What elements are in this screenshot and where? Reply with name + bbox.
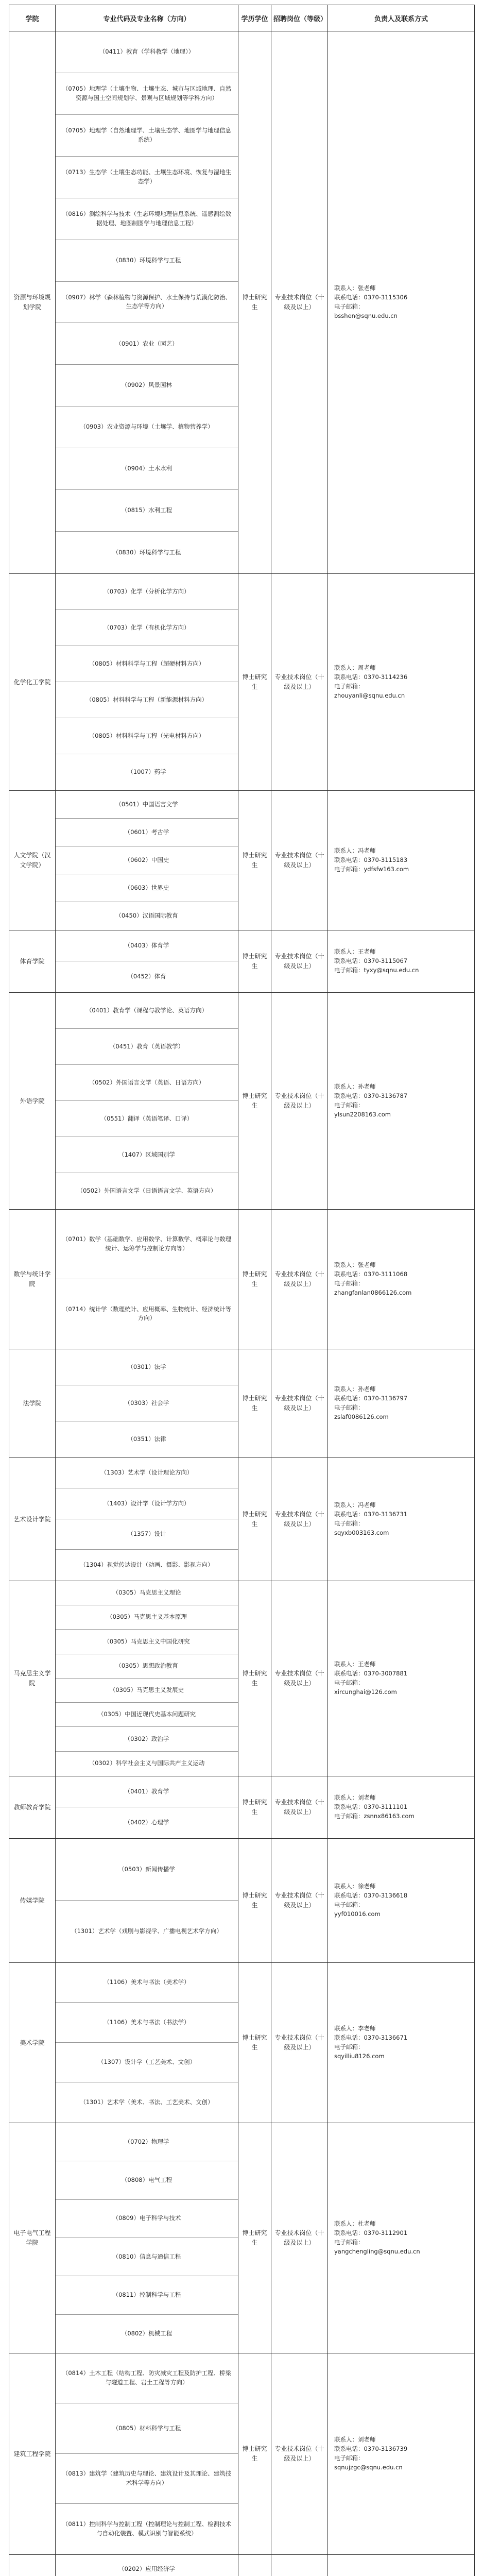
contact-line: yangchengling@sqnu.edu.cn — [334, 2247, 420, 2255]
major-item: （0805）材料科学与工程 — [56, 2403, 238, 2454]
major-item: （0830）环境科学与工程 — [56, 240, 238, 282]
recruitment-table-container — [9, 5, 474, 2576]
contact-cell — [328, 1838, 475, 1962]
major-item: （0815）水利工程 — [56, 490, 238, 532]
contact-cell — [328, 1209, 475, 1349]
contact-line: zhouyanli@sqnu.edu.cn — [334, 691, 405, 699]
major-item: （0714）统计学（数理统计、应用概率、生物统计、经济统计等方向） — [62, 1305, 232, 1322]
table-row — [9, 31, 475, 574]
position-cell: 专业技术岗位（十级及以上） — [271, 1581, 328, 1776]
contact-cell — [328, 573, 475, 790]
contact-cell — [328, 1349, 475, 1458]
major-item: （0816）测绘科学与技术（生态环境地理信息系统、遥感测绘数据处理、地图制图学与地理信息工程） — [56, 198, 238, 240]
contact-line: 联系电话：0370-3136671 — [334, 2034, 408, 2042]
contact-cell — [328, 930, 475, 992]
contact-line: 联系人：杜老师 — [334, 2220, 376, 2228]
contact-line: 联系人：冯老师 — [334, 847, 376, 855]
contact-line: 电子邮箱：zsnnx86163.com — [334, 1812, 415, 1820]
major-item: （0813）建筑学（建筑历史与理论、建筑设计及其理论、建筑技术科学等方向） — [56, 2454, 238, 2504]
college-cell: 数学与统计学院 — [9, 1209, 56, 1349]
major-item: （0703）化学（分析化学方向） — [56, 574, 238, 610]
contact-cell — [328, 1581, 475, 1776]
contact-line: 电子邮箱： — [334, 1679, 364, 1686]
major-list — [56, 791, 238, 930]
major-item: （1403）设计学（设计学方向） — [56, 1488, 238, 1519]
major-list — [56, 1458, 238, 1581]
major-list — [56, 1963, 238, 2123]
position-cell: 专业技术岗位（十级及以上） — [271, 930, 328, 992]
contact-line: 电子邮箱： — [334, 1901, 364, 1908]
college-cell: 教师教育学院 — [9, 1776, 56, 1838]
header-major: 专业代码及专业名称（方向） — [56, 5, 238, 31]
contact-line: zhangfanlan0866126.com — [334, 1289, 412, 1296]
major-item: （0302）政治学 — [56, 1727, 238, 1751]
major-list — [56, 1839, 238, 1962]
contact-line: 电子邮箱：ydfsfw163.com — [334, 865, 409, 873]
major-item: （0305）中国近现代史基本问题研究 — [56, 1703, 238, 1727]
degree-cell: 博士研究生 — [238, 1349, 271, 1458]
major-item: （0805）材料科学与工程（超硬材料方向） — [56, 646, 238, 682]
position-cell: 专业技术岗位（十级及以上） — [271, 1349, 328, 1458]
college-cell: 美术学院 — [9, 1962, 56, 2123]
major-list — [56, 574, 238, 790]
table-row — [9, 2353, 475, 2554]
majors-cell — [56, 1962, 238, 2123]
degree-cell: 博士研究生 — [238, 992, 271, 1209]
major-item: （0802）机械工程 — [121, 2329, 173, 2337]
contact-line: 电子邮箱： — [334, 1403, 364, 1411]
major-list — [56, 1581, 238, 1776]
contact-line: 联系人：王老师 — [334, 948, 376, 956]
contact-line: 电子邮箱： — [334, 1519, 364, 1527]
contact-line: bsshen@sqnu.edu.cn — [334, 312, 398, 319]
contact-line: 电子邮箱：tyxy@sqnu.edu.cn — [334, 966, 419, 974]
major-list — [56, 2353, 238, 2554]
major-item: （0805）材料科学与工程（光电材料方向） — [56, 718, 238, 754]
header-position: 招聘岗位（等级） — [271, 5, 328, 31]
major-item: （0701）数学（基础数学、应用数学、计算数学、概率论与数理统计、运筹学与控制论方向等） — [56, 1210, 238, 1279]
table-row — [9, 1349, 475, 1458]
major-item: （1106）美术与书法（美术学） — [56, 1963, 238, 2003]
header-degree: 学历学位 — [238, 5, 271, 31]
majors-cell — [56, 930, 238, 992]
major-list — [56, 1210, 238, 1349]
major-list — [56, 1349, 238, 1458]
major-item: （0907）林学（森林植物与资源保护、水土保持与荒漠化防治、生态学等方向） — [56, 282, 238, 324]
table-row — [9, 930, 475, 992]
major-item: （0451）教育（英语教学） — [56, 1029, 238, 1065]
major-item: （0411）教育（学科教学（地理）） — [56, 31, 238, 73]
major-item: （0830）环境科学与工程 — [112, 548, 181, 556]
contact-line: zslaf0086126.com — [334, 1413, 389, 1420]
contact-line: yyf010016.com — [334, 1910, 381, 1918]
table-row — [9, 1458, 475, 1581]
major-item: （0904）土木水利 — [56, 448, 238, 490]
contact-line: 联系电话：0370-3112901 — [334, 2229, 408, 2237]
contact-cell — [328, 790, 475, 930]
contact-line: 联系人：冯老师 — [334, 1501, 376, 1509]
major-item: （0809）电子科学与技术 — [56, 2200, 238, 2238]
major-list — [56, 2123, 238, 2353]
major-item: （0808）电气工程 — [56, 2161, 238, 2199]
contact-line: 联系电话：0370-3111101 — [334, 1803, 408, 1811]
contact-line: 联系电话：0370-3115306 — [334, 294, 408, 301]
majors-cell — [56, 1776, 238, 1838]
major-item: （0602）中国史 — [56, 846, 238, 874]
majors-cell — [56, 2554, 238, 2576]
degree-cell: 博士研究生 — [238, 573, 271, 790]
college-cell — [9, 2554, 56, 2576]
table-row — [9, 2123, 475, 2353]
major-item: （0452）体育 — [127, 973, 166, 980]
major-item: （1007）药学 — [127, 768, 166, 776]
position-cell: 专业技术岗位（十级及以上） — [271, 1458, 328, 1581]
table-row — [9, 1838, 475, 1962]
degree-cell: 博士研究生 — [238, 1962, 271, 2123]
majors-cell — [56, 1209, 238, 1349]
contact-line: 电子邮箱： — [334, 302, 364, 310]
college-cell: 化学化工学院 — [9, 573, 56, 790]
contact-line: 电子邮箱： — [334, 1279, 364, 1287]
degree-cell: 博士研究生 — [238, 31, 271, 574]
college-cell: 资源与环境规划学院 — [9, 31, 56, 574]
table-header-row — [9, 5, 475, 31]
major-item: （0305）马克思主义基本原理 — [56, 1605, 238, 1630]
major-item: （0401）教育学（课程与教学论、英语方向） — [56, 993, 238, 1029]
college-cell: 传媒学院 — [9, 1838, 56, 1962]
major-item: （0351）法律 — [127, 1435, 166, 1443]
major-item: （0702）物理学 — [56, 2123, 238, 2161]
majors-cell — [56, 1458, 238, 1581]
contact-line: ylsun2208163.com — [334, 1110, 391, 1118]
degree-cell: 博士研究生 — [238, 1581, 271, 1776]
major-item: （0551）翻译（英语笔译、口译） — [56, 1101, 238, 1137]
degree-cell: 博士研究生 — [238, 2123, 271, 2353]
major-item: （0305）马克思主义中国化研究 — [56, 1630, 238, 1654]
contact-line: 电子邮箱： — [334, 682, 364, 690]
contact-line: 联系人：徐老师 — [334, 1883, 376, 1890]
degree-cell — [238, 2554, 271, 2576]
contact-line: 联系人：刘老师 — [334, 1794, 376, 1802]
majors-cell — [56, 2123, 238, 2353]
table-row — [9, 2554, 475, 2576]
major-item: （0305）马克思主义发展史 — [56, 1679, 238, 1703]
contact-line: 联系电话：0370-3136797 — [334, 1395, 408, 1402]
header-contact: 负责人及联系方式 — [328, 5, 475, 31]
contact-cell — [328, 2353, 475, 2554]
position-cell: 专业技术岗位（十级及以上） — [271, 992, 328, 1209]
contact-line: 联系电话：0370-3111068 — [334, 1270, 408, 1278]
contact-line: 联系电话：0370-3136739 — [334, 2445, 408, 2453]
major-item: （0705）地理学（土壤生物、土壤生态、城市与区域地理、自然资源与国土空间规划学、景观与区域规划等学科方向） — [56, 73, 238, 115]
major-item: （1303）艺术学（设计理论方向） — [56, 1458, 238, 1489]
majors-cell — [56, 573, 238, 790]
major-list — [56, 993, 238, 1209]
major-item: （0703）化学（有机化学方向） — [56, 610, 238, 646]
major-item: （0305）马克思主义理论 — [56, 1581, 238, 1605]
major-item: （0303）社会学 — [56, 1385, 238, 1421]
contact-cell — [328, 2554, 475, 2576]
contact-line: 联系人：张老师 — [334, 284, 376, 292]
major-item: （0301）法学 — [56, 1349, 238, 1385]
contact-line: 联系人：张老师 — [334, 1261, 376, 1269]
degree-cell: 博士研究生 — [238, 1838, 271, 1962]
college-cell: 建筑工程学院 — [9, 2353, 56, 2554]
major-item: （0713）生态学（土壤生态功能、土壤生态环境、恢复与湿地生态学） — [56, 157, 238, 198]
major-item: （0705）地理学（自然地理学、土壤生态学、地图学与地理信息系统） — [56, 115, 238, 157]
major-item: （0810）信息与通信工程 — [56, 2238, 238, 2276]
degree-cell: 博士研究生 — [238, 1776, 271, 1838]
contact-line: 联系电话：0370-3136731 — [334, 1511, 408, 1518]
contact-cell — [328, 992, 475, 1209]
contact-cell — [328, 2123, 475, 2353]
major-item: （0902）风景园林 — [56, 365, 238, 406]
college-cell: 人文学院（汉文学院） — [9, 790, 56, 930]
majors-cell — [56, 1838, 238, 1962]
header-college: 学院 — [9, 5, 56, 31]
major-item: （0501）中国语言文学 — [56, 791, 238, 819]
position-cell — [271, 2554, 328, 2576]
major-item: （1307）设计学（工艺美术、文创） — [56, 2043, 238, 2083]
major-item: （1301）艺术学（美术、书法、工艺美术、文创） — [80, 2098, 214, 2106]
contact-line: 联系人：李老师 — [334, 2025, 376, 2032]
majors-cell — [56, 992, 238, 1209]
contact-cell — [328, 31, 475, 574]
position-cell: 专业技术岗位（十级及以上） — [271, 31, 328, 574]
position-cell: 专业技术岗位（十级及以上） — [271, 2353, 328, 2554]
major-item: （0450）汉语国际教育 — [115, 912, 178, 920]
table-row — [9, 790, 475, 930]
contact-line: xircunghai@126.com — [334, 1688, 397, 1696]
majors-cell — [56, 1581, 238, 1776]
contact-line: 联系人：周老师 — [334, 664, 376, 672]
table-row — [9, 573, 475, 790]
major-list — [56, 1776, 238, 1838]
table-row — [9, 992, 475, 1209]
major-item: （0202）应用经济学 — [56, 2555, 238, 2576]
contact-cell — [328, 1776, 475, 1838]
majors-cell — [56, 31, 238, 574]
contact-line: 联系电话：0370-3136618 — [334, 1892, 408, 1900]
contact-line: 联系电话：0370-3136787 — [334, 1092, 408, 1100]
recruitment-table — [9, 5, 475, 2576]
college-cell: 体育学院 — [9, 930, 56, 992]
major-item: （0403）体育学 — [56, 930, 238, 961]
major-item: （0302）科学社会主义与国际共产主义运动 — [89, 1759, 205, 1767]
major-item: （0811）控制科学与控制工程（控制理论与控制工程、检测技术与自动化装置、模式识别与智能系统） — [62, 2520, 232, 2537]
major-item: （0901）农业（园艺） — [56, 323, 238, 365]
table-row — [9, 1581, 475, 1776]
contact-line: 联系人：孙老师 — [334, 1385, 376, 1393]
table-body — [9, 31, 475, 2576]
majors-cell — [56, 2353, 238, 2554]
contact-line: 电子邮箱： — [334, 2454, 364, 2462]
major-item: （0601）考古学 — [56, 819, 238, 846]
position-cell: 专业技术岗位（十级及以上） — [271, 573, 328, 790]
table-row — [9, 1209, 475, 1349]
major-item: （0401）教育学 — [56, 1776, 238, 1807]
contact-line: 联系人：刘老师 — [334, 2436, 376, 2444]
major-item: （0402）心理学 — [124, 1819, 169, 1826]
degree-cell: 博士研究生 — [238, 790, 271, 930]
contact-line: 联系电话：0370-3115183 — [334, 856, 408, 864]
college-cell: 法学院 — [9, 1349, 56, 1458]
degree-cell: 博士研究生 — [238, 1209, 271, 1349]
majors-cell — [56, 790, 238, 930]
contact-line: 联系人：王老师 — [334, 1660, 376, 1668]
degree-cell: 博士研究生 — [238, 1458, 271, 1581]
position-cell: 专业技术岗位（十级及以上） — [271, 2123, 328, 2353]
major-item: （0811）控制科学与工程 — [56, 2276, 238, 2314]
major-item: （0805）材料科学与工程（新能源材料方向） — [56, 682, 238, 718]
major-item: （0903）农业资源与环境（土壤学、植物营养学） — [56, 406, 238, 448]
major-item: （1304）视觉传达设计（动画、摄影、影视方向） — [80, 1561, 214, 1569]
major-item: （0503）新闻传播学 — [56, 1839, 238, 1901]
contact-line: 电子邮箱： — [334, 2238, 364, 2246]
major-item: （0305）思想政治教育 — [56, 1654, 238, 1679]
position-cell: 专业技术岗位（十级及以上） — [271, 1209, 328, 1349]
major-list — [56, 31, 238, 573]
contact-line: 电子邮箱： — [334, 2043, 364, 2050]
contact-cell — [328, 1458, 475, 1581]
major-item: （0603）世界史 — [56, 874, 238, 902]
contact-line: 联系电话：0370-3114236 — [334, 673, 408, 681]
major-item: （0502）外国语言文学（英语、日语方向） — [56, 1065, 238, 1101]
contact-line: 联系电话：0370-3115067 — [334, 957, 408, 965]
major-item: （0502）外国语言文学（日语语言文学、英语方向） — [77, 1187, 217, 1195]
contact-line: sqnujzgc@sqnu.edu.cn — [334, 2463, 403, 2471]
majors-cell — [56, 1349, 238, 1458]
college-cell: 电子电气工程学院 — [9, 2123, 56, 2353]
position-cell: 专业技术岗位（十级及以上） — [271, 1838, 328, 1962]
major-item: （1301）艺术学（戏剧与影视学、广播电视艺术学方向） — [71, 1927, 222, 1935]
major-item: （1407）区域国别学 — [56, 1137, 238, 1173]
college-cell: 马克思主义学院 — [9, 1581, 56, 1776]
college-cell: 外语学院 — [9, 992, 56, 1209]
major-list — [56, 2555, 238, 2576]
position-cell: 专业技术岗位（十级及以上） — [271, 1962, 328, 2123]
table-row — [9, 1962, 475, 2123]
contact-line: sqyilliu8126.com — [334, 2052, 385, 2060]
contact-line: 电子邮箱： — [334, 1101, 364, 1109]
major-item: （1106）美术与书法（书法学） — [56, 2003, 238, 2043]
contact-line: 联系电话：0370-3007881 — [334, 1670, 408, 1677]
major-item: （0814）土木工程（结构工程、防灾减灾工程及防护工程、桥梁与隧道工程、岩土工程等方向） — [56, 2353, 238, 2404]
table-row — [9, 1776, 475, 1838]
major-item: （1357）设计 — [56, 1519, 238, 1550]
degree-cell: 博士研究生 — [238, 930, 271, 992]
position-cell: 专业技术岗位（十级及以上） — [271, 790, 328, 930]
position-cell: 专业技术岗位（十级及以上） — [271, 1776, 328, 1838]
major-list — [56, 930, 238, 992]
contact-line: sqyxb003163.com — [334, 1529, 389, 1536]
degree-cell: 博士研究生 — [238, 2353, 271, 2554]
contact-line: 联系人：孙老师 — [334, 1083, 376, 1091]
college-cell: 艺术设计学院 — [9, 1458, 56, 1581]
contact-cell — [328, 1962, 475, 2123]
